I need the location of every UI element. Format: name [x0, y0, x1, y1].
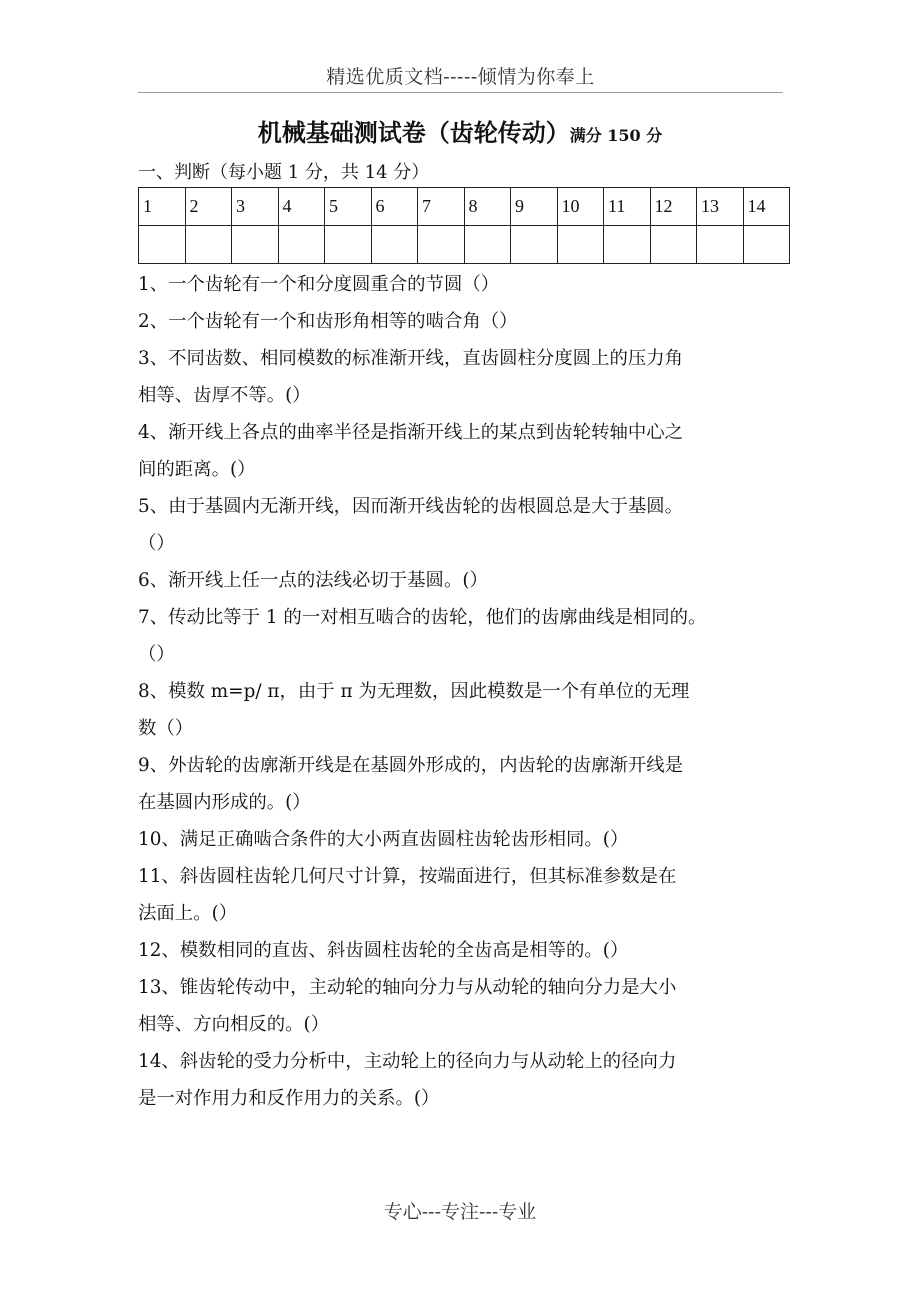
question-text: 数（）	[138, 718, 194, 739]
question-text: 8、模数 m=p/ π，由于 π 为无理数，因此模数是一个有单位的无理	[138, 681, 690, 702]
question-item	[138, 599, 798, 673]
exam-total-score: 满分 150 分	[569, 126, 663, 145]
answer-table-number-cell: 5	[325, 188, 372, 226]
question-text: 间的距离。(）	[138, 459, 256, 480]
answer-cell[interactable]	[371, 226, 418, 264]
question-text: 相等、方向相反的。(）	[138, 1014, 330, 1035]
question-text: 14、斜齿轮的受力分析中，主动轮上的径向力与从动轮上的径向力	[138, 1051, 677, 1072]
answer-table-number-cell: 13	[697, 188, 744, 226]
answer-cell[interactable]	[185, 226, 232, 264]
question-item	[138, 858, 798, 932]
question-text: 3、不同齿数、相同模数的标准渐开线，直齿圆柱分度圆上的压力角	[138, 348, 684, 369]
question-item	[138, 340, 798, 414]
question-text: 13、锥齿轮传动中，主动轮的轴向分力与从动轮的轴向分力是大小	[138, 977, 677, 998]
page-footer: 专心---专注---专业	[383, 1201, 537, 1223]
answer-table-number-cell: 14	[743, 188, 790, 226]
answer-table-number-cell: 10	[557, 188, 604, 226]
question-item	[138, 932, 798, 969]
question-item	[138, 414, 798, 488]
question-text: 9、外齿轮的齿廓渐开线是在基圆外形成的，内齿轮的齿廓渐开线是	[138, 755, 684, 776]
section-heading-judgment: 一、判断（每小题 1 分，共 14 分）	[138, 162, 430, 183]
exam-title	[0, 113, 920, 148]
answer-table-number-cell: 11	[604, 188, 651, 226]
question-text: 法面上。(）	[138, 903, 238, 924]
question-text: （）	[138, 533, 175, 554]
answer-cell[interactable]	[743, 226, 790, 264]
question-text: 在基圆内形成的。(）	[138, 792, 311, 813]
question-text: 4、渐开线上各点的曲率半径是指渐开线上的某点到齿轮转轴中心之	[138, 422, 684, 443]
question-text: 11、斜齿圆柱齿轮几何尺寸计算，按端面进行，但其标准参数是在	[138, 866, 677, 887]
question-list	[138, 266, 798, 1117]
question-text: （）	[138, 644, 175, 665]
answer-table-number-cell: 4	[278, 188, 325, 226]
question-text: 2、一个齿轮有一个和齿形角相等的啮合角（）	[138, 311, 518, 332]
exam-title-main: 机械基础测试卷（齿轮传动）	[257, 118, 570, 147]
question-text: 12、模数相同的直齿、斜齿圆柱齿轮的全齿高是相等的。(）	[138, 940, 629, 961]
answer-table-number-cell: 7	[418, 188, 465, 226]
answer-cell[interactable]	[464, 226, 511, 264]
answer-cell[interactable]	[278, 226, 325, 264]
question-item	[138, 562, 798, 599]
question-text: 7、传动比等于 1 的一对相互啮合的齿轮，他们的齿廓曲线是相同的。	[138, 607, 707, 628]
question-item	[138, 488, 798, 562]
answer-table	[138, 187, 790, 264]
answer-cell[interactable]	[697, 226, 744, 264]
question-text: 6、渐开线上任一点的法线必切于基圆。(）	[138, 570, 488, 591]
answer-table-answer-row	[139, 226, 790, 264]
question-item	[138, 673, 798, 747]
question-text: 1、一个齿轮有一个和分度圆重合的节圆（）	[138, 274, 500, 295]
answer-cell[interactable]	[650, 226, 697, 264]
answer-cell[interactable]	[139, 226, 186, 264]
page-header: 精选优质文档-----倾情为你奉上	[326, 66, 595, 88]
answer-cell[interactable]	[511, 226, 558, 264]
answer-table-number-cell: 12	[650, 188, 697, 226]
question-text: 10、满足正确啮合条件的大小两直齿圆柱齿轮齿形相同。(）	[138, 829, 629, 850]
answer-table-number-cell: 9	[511, 188, 558, 226]
answer-cell[interactable]	[232, 226, 279, 264]
question-item	[138, 747, 798, 821]
answer-cell[interactable]	[418, 226, 465, 264]
question-text: 是一对作用力和反作用力的关系。(）	[138, 1088, 440, 1109]
answer-table-number-cell: 6	[371, 188, 418, 226]
answer-cell[interactable]	[604, 226, 651, 264]
answer-table-header-row	[139, 188, 790, 226]
question-item	[138, 821, 798, 858]
answer-table-number-cell: 3	[232, 188, 279, 226]
question-text: 相等、齿厚不等。(）	[138, 385, 311, 406]
question-item	[138, 1043, 798, 1117]
answer-table-number-cell: 8	[464, 188, 511, 226]
answer-table-number-cell: 2	[185, 188, 232, 226]
question-text: 5、由于基圆内无渐开线，因而渐开线齿轮的齿根圆总是大于基圆。	[138, 496, 684, 517]
answer-cell[interactable]	[325, 226, 372, 264]
answer-table-number-cell: 1	[139, 188, 186, 226]
answer-cell[interactable]	[557, 226, 604, 264]
question-item	[138, 303, 798, 340]
question-item	[138, 969, 798, 1043]
question-item	[138, 266, 798, 303]
header-divider	[138, 92, 783, 93]
